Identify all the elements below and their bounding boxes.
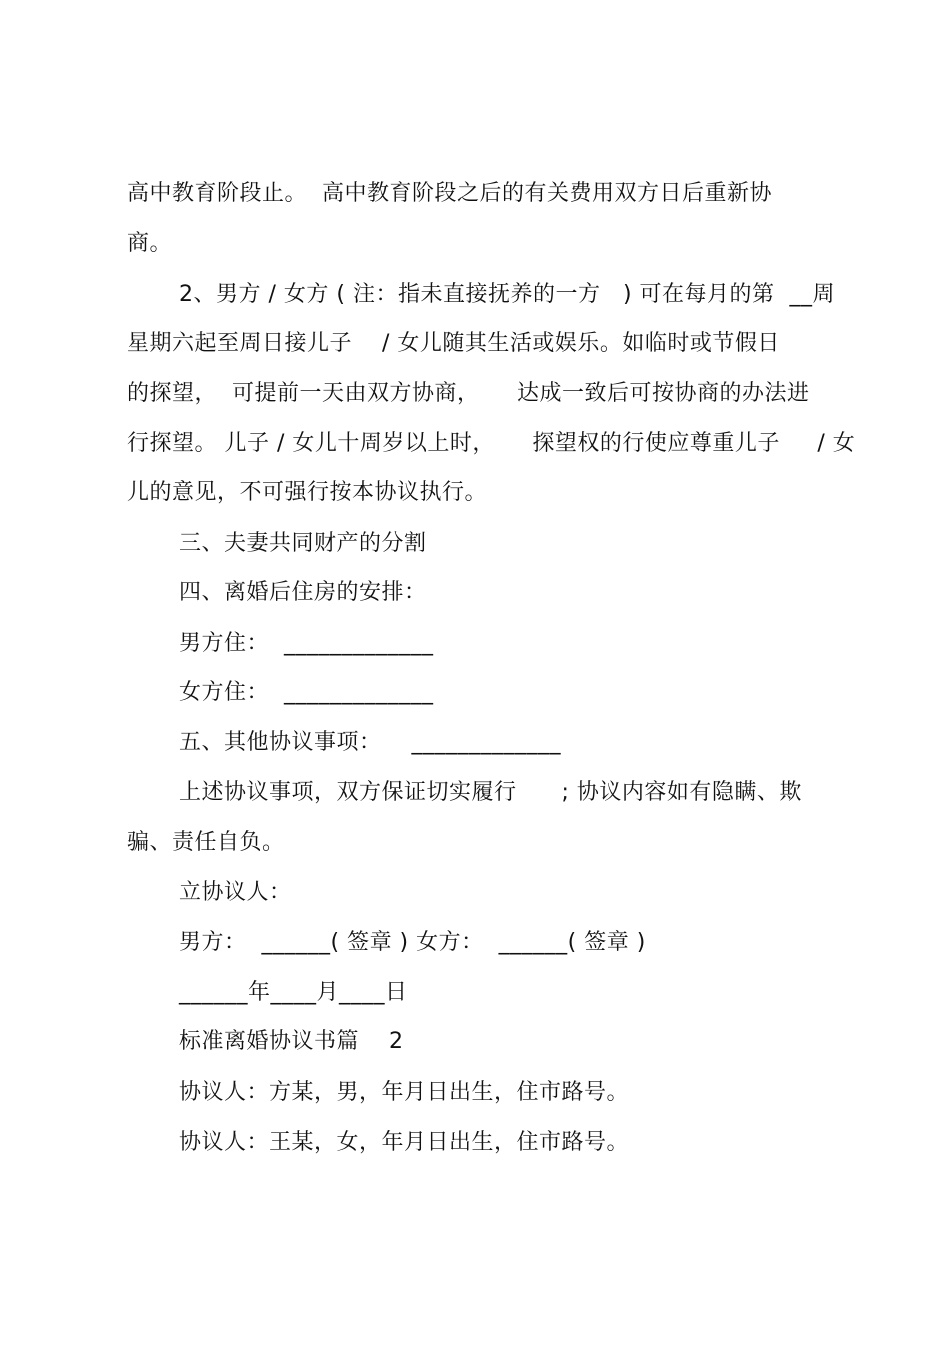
paragraph-line: 儿的意见，不可强行按本协议执行。: [127, 480, 488, 505]
paragraph-line: 行探望。 儿子 / 女儿十周岁以上时， 探望权的行使应尊重儿子 / 女: [127, 431, 856, 456]
form-line-female-residence: 女方住： _____________: [179, 680, 434, 705]
form-line-male-residence: 男方住： _____________: [179, 631, 434, 656]
date-line: ______年____月____日: [179, 980, 408, 1005]
section-heading: 四、离婚后住房的安排：: [179, 580, 427, 605]
paragraph-line: 骗、责任自负。: [127, 830, 285, 855]
paragraph-line: 的探望， 可提前一天由双方协商， 达成一致后可按协商的办法进: [127, 381, 810, 406]
party-line: 协议人：方某，男，年月日出生，住市路号。: [179, 1080, 630, 1105]
section-title: 标准离婚协议书篇 2: [179, 1029, 404, 1054]
signature-line: 男方： ______( 签章 ) 女方： ______( 签章 ): [179, 930, 646, 955]
form-line-other-items: 五、其他协议事项： _____________: [179, 730, 561, 755]
paragraph-line: 2、男方 / 女方 ( 注：指未直接抚养的一方 ) 可在每月的第 __周: [179, 282, 836, 307]
signatories-label: 立协议人：: [179, 880, 292, 905]
section-heading: 三、夫妻共同财产的分割: [179, 531, 427, 556]
paragraph-line: 星期六起至周日接儿子 / 女儿随其生活或娱乐。如临时或节假日: [127, 331, 780, 356]
paragraph-line: 高中教育阶段止。 高中教育阶段之后的有关费用双方日后重新协: [127, 181, 772, 206]
paragraph-line: 商。: [127, 231, 173, 256]
paragraph-line: 上述协议事项，双方保证切实履行 ; 协议内容如有隐瞒、欺: [179, 780, 802, 805]
party-line: 协议人：王某，女，年月日出生，住市路号。: [179, 1130, 630, 1155]
